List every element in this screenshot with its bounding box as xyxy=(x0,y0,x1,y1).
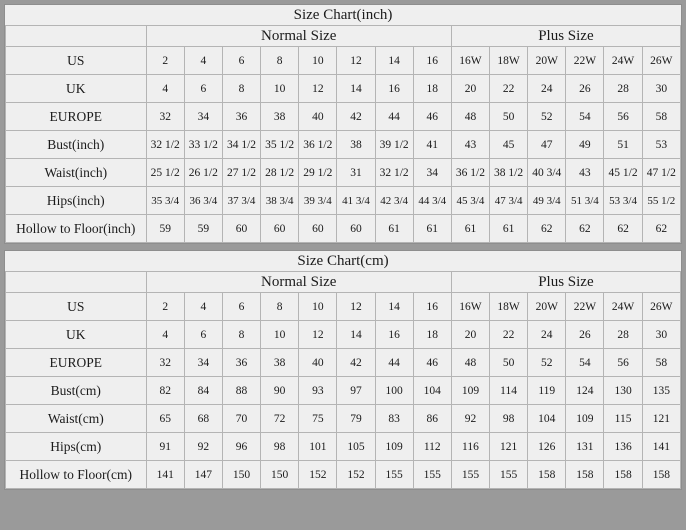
row-label: US xyxy=(6,293,147,321)
cell: 41 3/4 xyxy=(337,187,375,215)
cell: 46 xyxy=(413,349,451,377)
cell: 155 xyxy=(413,461,451,489)
cell: 51 3/4 xyxy=(566,187,604,215)
cell: 45 3/4 xyxy=(451,187,489,215)
cell: 90 xyxy=(261,377,299,405)
row-label: UK xyxy=(6,75,147,103)
cell: 105 xyxy=(337,433,375,461)
cell: 26W xyxy=(642,293,680,321)
cell: 4 xyxy=(146,321,184,349)
cell: 131 xyxy=(566,433,604,461)
table-row xyxy=(6,215,681,243)
cell: 26 1/2 xyxy=(184,159,222,187)
cell: 28 xyxy=(604,321,642,349)
cell: 26 xyxy=(566,75,604,103)
cell: 83 xyxy=(375,405,413,433)
cell: 88 xyxy=(222,377,260,405)
cell: 32 1/2 xyxy=(146,131,184,159)
row-label: Bust(cm) xyxy=(6,377,147,405)
cell: 38 xyxy=(337,131,375,159)
cell: 20 xyxy=(451,321,489,349)
cell: 45 1/2 xyxy=(604,159,642,187)
cell: 52 xyxy=(528,349,566,377)
cell: 14 xyxy=(337,321,375,349)
cell: 22W xyxy=(566,47,604,75)
cell: 16W xyxy=(451,293,489,321)
group-header-normal: Normal Size xyxy=(146,26,451,47)
table-group-row xyxy=(6,272,681,293)
cell: 30 xyxy=(642,75,680,103)
cell: 53 3/4 xyxy=(604,187,642,215)
cell: 60 xyxy=(222,215,260,243)
cell: 24 xyxy=(528,321,566,349)
cell: 91 xyxy=(146,433,184,461)
row-label: EUROPE xyxy=(6,349,147,377)
cell: 39 1/2 xyxy=(375,131,413,159)
cell: 22 xyxy=(490,321,528,349)
cell: 141 xyxy=(146,461,184,489)
cell: 47 3/4 xyxy=(490,187,528,215)
cell: 28 xyxy=(604,75,642,103)
group-header-plus: Plus Size xyxy=(451,26,680,47)
cell: 109 xyxy=(375,433,413,461)
size-chart-cm-table xyxy=(5,251,681,489)
cell: 4 xyxy=(146,75,184,103)
cell: 43 xyxy=(451,131,489,159)
cell: 56 xyxy=(604,349,642,377)
size-chart-inch-table xyxy=(5,5,681,243)
cell: 35 1/2 xyxy=(261,131,299,159)
cell: 43 xyxy=(566,159,604,187)
cell: 6 xyxy=(222,47,260,75)
cell: 59 xyxy=(184,215,222,243)
cell: 44 3/4 xyxy=(413,187,451,215)
cell: 92 xyxy=(451,405,489,433)
cell: 62 xyxy=(604,215,642,243)
cell: 38 xyxy=(261,103,299,131)
table-row xyxy=(6,293,681,321)
cell: 98 xyxy=(261,433,299,461)
cell: 44 xyxy=(375,103,413,131)
cell: 36 3/4 xyxy=(184,187,222,215)
table-row xyxy=(6,433,681,461)
cell: 112 xyxy=(413,433,451,461)
cell: 20W xyxy=(528,293,566,321)
cell: 18 xyxy=(413,75,451,103)
cell: 18W xyxy=(490,293,528,321)
cell: 79 xyxy=(337,405,375,433)
cell: 10 xyxy=(299,293,337,321)
cell: 155 xyxy=(451,461,489,489)
cell: 93 xyxy=(299,377,337,405)
cell: 75 xyxy=(299,405,337,433)
cell: 24W xyxy=(604,47,642,75)
cell: 54 xyxy=(566,349,604,377)
cell: 147 xyxy=(184,461,222,489)
table-row xyxy=(6,321,681,349)
cell: 65 xyxy=(146,405,184,433)
cell: 26 xyxy=(566,321,604,349)
cell: 150 xyxy=(261,461,299,489)
row-label: Waist(cm) xyxy=(6,405,147,433)
corner-blank-cell xyxy=(6,272,147,293)
cell: 98 xyxy=(490,405,528,433)
cell: 109 xyxy=(451,377,489,405)
cell: 104 xyxy=(528,405,566,433)
cell: 158 xyxy=(566,461,604,489)
cell: 32 xyxy=(146,349,184,377)
cell: 36 xyxy=(222,349,260,377)
cell: 14 xyxy=(375,47,413,75)
table-row xyxy=(6,187,681,215)
cell: 130 xyxy=(604,377,642,405)
cell: 6 xyxy=(184,75,222,103)
cell: 48 xyxy=(451,103,489,131)
cell: 8 xyxy=(222,75,260,103)
size-chart-inch xyxy=(4,4,682,244)
cell: 50 xyxy=(490,349,528,377)
table-row xyxy=(6,131,681,159)
cell: 32 xyxy=(146,103,184,131)
cell: 42 3/4 xyxy=(375,187,413,215)
cell: 116 xyxy=(451,433,489,461)
cell: 12 xyxy=(337,47,375,75)
cell: 61 xyxy=(490,215,528,243)
cell: 27 1/2 xyxy=(222,159,260,187)
row-label: Hollow to Floor(inch) xyxy=(6,215,147,243)
cell: 46 xyxy=(413,103,451,131)
cell: 29 1/2 xyxy=(299,159,337,187)
cell: 18W xyxy=(490,47,528,75)
cell: 152 xyxy=(299,461,337,489)
cell: 16 xyxy=(375,75,413,103)
cell: 25 1/2 xyxy=(146,159,184,187)
cell: 24 xyxy=(528,75,566,103)
cell: 121 xyxy=(490,433,528,461)
cell: 36 1/2 xyxy=(299,131,337,159)
cell: 4 xyxy=(184,293,222,321)
cell: 92 xyxy=(184,433,222,461)
cell: 72 xyxy=(261,405,299,433)
cell: 86 xyxy=(413,405,451,433)
cell: 70 xyxy=(222,405,260,433)
cell: 34 xyxy=(413,159,451,187)
cell: 136 xyxy=(604,433,642,461)
cell: 38 xyxy=(261,349,299,377)
cell: 33 1/2 xyxy=(184,131,222,159)
cell: 97 xyxy=(337,377,375,405)
size-chart-cm xyxy=(4,250,682,490)
chart-title: Size Chart(cm) xyxy=(6,251,681,272)
cell: 141 xyxy=(642,433,680,461)
cell: 158 xyxy=(604,461,642,489)
cell: 20W xyxy=(528,47,566,75)
row-label: Waist(inch) xyxy=(6,159,147,187)
row-label: EUROPE xyxy=(6,103,147,131)
cell: 121 xyxy=(642,405,680,433)
cell: 59 xyxy=(146,215,184,243)
cell: 6 xyxy=(184,321,222,349)
cell: 135 xyxy=(642,377,680,405)
cell: 2 xyxy=(146,293,184,321)
cell: 16 xyxy=(413,47,451,75)
cell: 8 xyxy=(261,47,299,75)
cell: 152 xyxy=(337,461,375,489)
cell: 40 xyxy=(299,103,337,131)
cell: 52 xyxy=(528,103,566,131)
cell: 28 1/2 xyxy=(261,159,299,187)
cell: 60 xyxy=(261,215,299,243)
cell: 36 1/2 xyxy=(451,159,489,187)
cell: 49 3/4 xyxy=(528,187,566,215)
table-title-row xyxy=(6,5,681,26)
cell: 124 xyxy=(566,377,604,405)
corner-blank-cell xyxy=(6,26,147,47)
cell: 40 xyxy=(299,349,337,377)
cell: 61 xyxy=(375,215,413,243)
cell: 10 xyxy=(261,321,299,349)
cell: 68 xyxy=(184,405,222,433)
table-group-row xyxy=(6,26,681,47)
table-row xyxy=(6,461,681,489)
cell: 42 xyxy=(337,103,375,131)
cell: 38 1/2 xyxy=(490,159,528,187)
cell: 12 xyxy=(337,293,375,321)
table-row xyxy=(6,75,681,103)
cell: 115 xyxy=(604,405,642,433)
cell: 44 xyxy=(375,349,413,377)
cell: 32 1/2 xyxy=(375,159,413,187)
cell: 155 xyxy=(375,461,413,489)
cell: 4 xyxy=(184,47,222,75)
cell: 150 xyxy=(222,461,260,489)
cell: 36 xyxy=(222,103,260,131)
cell: 61 xyxy=(451,215,489,243)
cell: 31 xyxy=(337,159,375,187)
row-label: Hollow to Floor(cm) xyxy=(6,461,147,489)
cell: 12 xyxy=(299,75,337,103)
cell: 22W xyxy=(566,293,604,321)
cell: 34 1/2 xyxy=(222,131,260,159)
cell: 55 1/2 xyxy=(642,187,680,215)
table-row xyxy=(6,377,681,405)
cell: 119 xyxy=(528,377,566,405)
table-row xyxy=(6,159,681,187)
cell: 6 xyxy=(222,293,260,321)
cell: 16W xyxy=(451,47,489,75)
cell: 12 xyxy=(299,321,337,349)
cell: 96 xyxy=(222,433,260,461)
cell: 61 xyxy=(413,215,451,243)
row-label: Hips(cm) xyxy=(6,433,147,461)
cell: 54 xyxy=(566,103,604,131)
cell: 39 3/4 xyxy=(299,187,337,215)
cell: 104 xyxy=(413,377,451,405)
cell: 155 xyxy=(490,461,528,489)
table-title-row xyxy=(6,251,681,272)
cell: 37 3/4 xyxy=(222,187,260,215)
cell: 53 xyxy=(642,131,680,159)
cell: 16 xyxy=(413,293,451,321)
cell: 109 xyxy=(566,405,604,433)
cell: 84 xyxy=(184,377,222,405)
cell: 51 xyxy=(604,131,642,159)
table-row xyxy=(6,103,681,131)
cell: 114 xyxy=(490,377,528,405)
cell: 49 xyxy=(566,131,604,159)
cell: 34 xyxy=(184,103,222,131)
cell: 60 xyxy=(337,215,375,243)
group-header-plus: Plus Size xyxy=(451,272,680,293)
table-row xyxy=(6,47,681,75)
cell: 62 xyxy=(566,215,604,243)
cell: 62 xyxy=(642,215,680,243)
cell: 18 xyxy=(413,321,451,349)
cell: 41 xyxy=(413,131,451,159)
row-label: UK xyxy=(6,321,147,349)
chart-title: Size Chart(inch) xyxy=(6,5,681,26)
cell: 58 xyxy=(642,349,680,377)
cell: 2 xyxy=(146,47,184,75)
row-label: Hips(inch) xyxy=(6,187,147,215)
cell: 22 xyxy=(490,75,528,103)
cell: 45 xyxy=(490,131,528,159)
cell: 60 xyxy=(299,215,337,243)
cell: 42 xyxy=(337,349,375,377)
cell: 20 xyxy=(451,75,489,103)
row-label: US xyxy=(6,47,147,75)
cell: 62 xyxy=(528,215,566,243)
cell: 34 xyxy=(184,349,222,377)
cell: 50 xyxy=(490,103,528,131)
table-row xyxy=(6,405,681,433)
cell: 16 xyxy=(375,321,413,349)
row-label: Bust(inch) xyxy=(6,131,147,159)
cell: 8 xyxy=(261,293,299,321)
cell: 14 xyxy=(375,293,413,321)
cell: 10 xyxy=(299,47,337,75)
cell: 82 xyxy=(146,377,184,405)
cell: 101 xyxy=(299,433,337,461)
group-header-normal: Normal Size xyxy=(146,272,451,293)
cell: 10 xyxy=(261,75,299,103)
cell: 47 xyxy=(528,131,566,159)
cell: 47 1/2 xyxy=(642,159,680,187)
table-row xyxy=(6,349,681,377)
cell: 24W xyxy=(604,293,642,321)
cell: 30 xyxy=(642,321,680,349)
cell: 158 xyxy=(642,461,680,489)
cell: 38 3/4 xyxy=(261,187,299,215)
cell: 158 xyxy=(528,461,566,489)
cell: 100 xyxy=(375,377,413,405)
cell: 40 3/4 xyxy=(528,159,566,187)
cell: 26W xyxy=(642,47,680,75)
cell: 58 xyxy=(642,103,680,131)
cell: 35 3/4 xyxy=(146,187,184,215)
cell: 8 xyxy=(222,321,260,349)
cell: 56 xyxy=(604,103,642,131)
cell: 14 xyxy=(337,75,375,103)
cell: 48 xyxy=(451,349,489,377)
cell: 126 xyxy=(528,433,566,461)
